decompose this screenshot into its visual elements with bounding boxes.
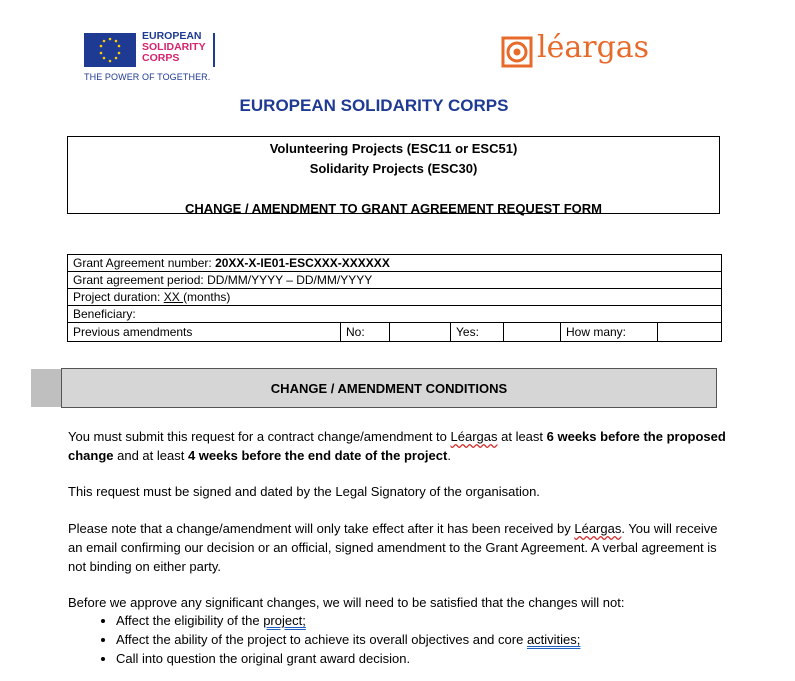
table-row — [68, 289, 722, 306]
programme-header-box — [67, 136, 720, 214]
leargas-logo-text: léargas — [537, 30, 650, 65]
project-duration-cell[interactable] — [68, 289, 722, 306]
table-row — [68, 255, 722, 272]
leargas-logo-icon — [500, 35, 534, 69]
approval-paragraph: Before we approve any significant changes, we will need to be satisfied that the changes will not: — [68, 595, 625, 610]
conditions-heading: CHANGE / AMENDMENT CONDITIONS — [61, 368, 717, 408]
grant-details-table — [67, 254, 722, 342]
esc-logo-line1: EUROPEAN — [142, 30, 202, 42]
para1-leargas: Léargas — [450, 429, 498, 444]
grant-number-cell[interactable] — [68, 255, 722, 272]
para3-text-a: Please note that a change/amendment will only take effect after it has been received by — [68, 521, 575, 536]
effect-notice-paragraph — [68, 519, 728, 576]
no-label: No: — [341, 323, 390, 342]
esc-logo-text — [142, 31, 206, 64]
para1-text-e: and at least — [113, 448, 188, 463]
programme-line2: Solidarity Projects (ESC30) — [309, 161, 478, 176]
yes-label: Yes: — [451, 323, 504, 342]
table-row — [68, 272, 722, 289]
previous-amendments-label: Previous amendments — [68, 323, 341, 342]
grant-number-label: Grant Agreement number: — [73, 256, 216, 270]
para1-text-c: at least — [497, 429, 547, 444]
duration-unit: (months) — [183, 290, 231, 304]
yes-input-cell[interactable] — [504, 323, 561, 342]
how-many-input-cell[interactable] — [658, 323, 722, 342]
signature-paragraph: This request must be signed and dated by the Legal Signatory of the organisation. — [68, 484, 540, 499]
bullet1-text: Affect the eligibility of the — [116, 613, 264, 628]
bullet1-word: project; — [263, 613, 306, 628]
list-item — [116, 630, 756, 649]
para3-leargas: Léargas — [574, 521, 622, 536]
beneficiary-cell[interactable]: Beneficiary: — [68, 306, 722, 323]
duration-label: Project duration: — [73, 290, 164, 304]
duration-value: XX — [163, 290, 184, 304]
esc-logo-line3: CORPS — [142, 52, 180, 64]
conditions-list — [68, 611, 756, 668]
esc-logo-tagline: THE POWER OF TOGETHER. — [84, 72, 211, 82]
page-title: EUROPEAN SOLIDARITY CORPS — [239, 96, 509, 115]
esc-logo-line2: SOLIDARITY — [142, 41, 206, 53]
para1-text-a: You must submit this request for a contract change/amendment to — [68, 429, 451, 444]
bullet2-word: activities; — [526, 632, 581, 647]
para1-text-g: . — [447, 448, 451, 463]
para1-bold-four-weeks: 4 weeks before the end date of the project — [187, 448, 448, 463]
list-item: • Call into question the original grant award decision. — [116, 649, 756, 668]
list-item — [116, 611, 756, 630]
table-row — [68, 306, 722, 323]
form-title: CHANGE / AMENDMENT TO GRANT AGREEMENT REQUEST FORM — [185, 201, 602, 216]
esc-logo-divider — [213, 33, 215, 67]
para1-bold-six-weeks: 6 weeks before the proposed change — [68, 429, 726, 463]
para3-text-c: . You will receive an email confirming our decision or an official, signed amendment to the Grant Agreement. A verbal agreement is not binding on either party. — [68, 521, 718, 574]
conditions-heading-margin — [31, 369, 61, 407]
esc-flag-logo — [84, 33, 136, 67]
grant-number-value: 20XX-X-IE01-ESCXXX-XXXXXX — [215, 256, 390, 270]
bullet2-text: Affect the ability of the project to achieve its overall objectives and core — [116, 632, 527, 647]
grant-period-cell[interactable]: Grant agreement period: DD/MM/YYYY – DD/MM/YYYY — [68, 272, 722, 289]
how-many-label: How many: — [561, 323, 658, 342]
table-row — [68, 323, 722, 342]
no-input-cell[interactable] — [390, 323, 451, 342]
programme-line1: Volunteering Projects (ESC11 or ESC51) — [269, 141, 518, 156]
submission-deadline-paragraph — [68, 427, 728, 465]
